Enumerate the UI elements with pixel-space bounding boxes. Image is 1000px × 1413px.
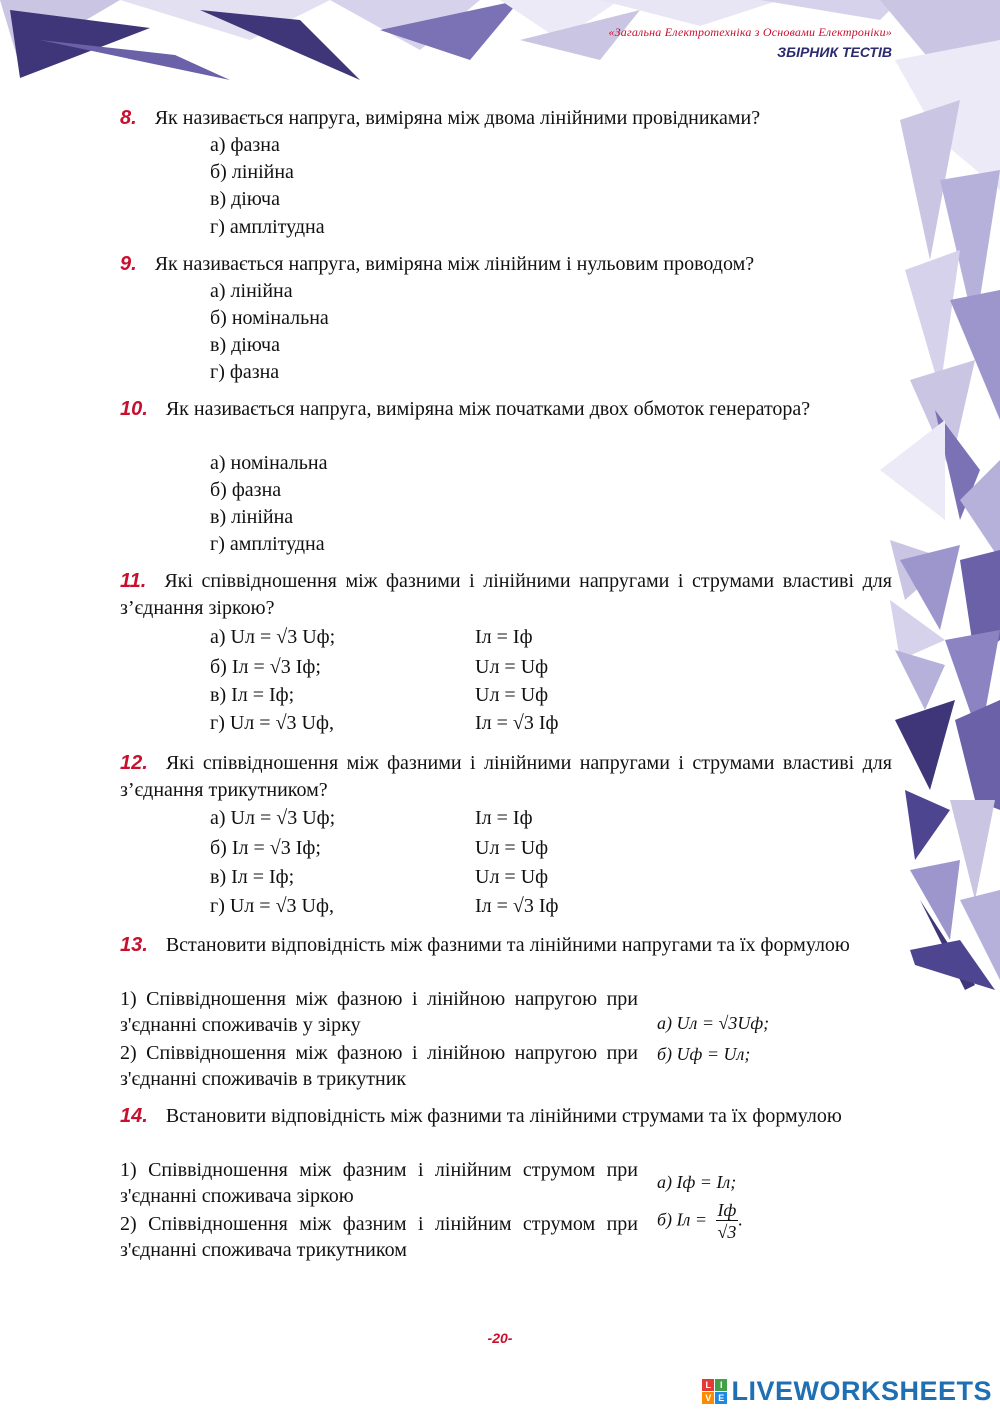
question-10 — [120, 396, 892, 423]
option-right: Uл = Uф — [475, 684, 549, 706]
question-text: Як називається напруга, виміряна між початками двох обмоток генератора? — [165, 398, 811, 420]
option-left: в) Iл = Iф; — [210, 684, 295, 706]
formula: а) Iф = Iл; — [657, 1172, 737, 1192]
option-right: Uл = Uф — [475, 837, 549, 859]
formula-label: б) Iл = — [657, 1209, 708, 1230]
course-title: «Загальна Електротехніка з Основами Електроніки» — [608, 25, 892, 39]
question-text: Як називається напруга, виміряна між двома лінійними провідниками? — [154, 107, 761, 129]
shard — [760, 0, 900, 20]
option-left: а) Uл = √3 Uф; — [210, 626, 336, 648]
question-text: Які співвідношення між фазними і лінійними напругами і струмами властиві для з’єднання трикутником? — [120, 752, 892, 801]
question-9 — [120, 251, 892, 278]
page-number: -20- — [487, 1330, 513, 1346]
watermark-text: LIVEWORKSHEETS — [731, 1375, 992, 1406]
collection-title: ЗБІРНИК ТЕСТІВ — [777, 44, 892, 60]
option-right: Uл = Uф — [475, 656, 549, 678]
formula-period: . — [738, 1209, 743, 1230]
question-number: 12. — [120, 752, 148, 774]
question-11 — [120, 568, 892, 622]
option-right: Uл = Uф — [475, 866, 549, 888]
question-text: Як називається напруга, виміряна між лінійним і нульовим проводом? — [154, 253, 755, 275]
option-left: в) Iл = Iф; — [210, 866, 295, 888]
formula: а) Uл = √3Uф; — [657, 1013, 770, 1033]
option: г) амплітудна — [210, 216, 325, 238]
option-left: г) Uл = √3 Uф, — [210, 895, 334, 917]
fraction — [716, 1200, 739, 1243]
option-left: б) Iл = √3 Iф; — [210, 656, 321, 678]
question-number: 13. — [120, 934, 148, 956]
option: в) діюча — [210, 334, 280, 356]
option: б) фазна — [210, 479, 282, 501]
match-item: 2) Співвідношення між фазним і лінійним струмом при з'єднанні споживача трикутником — [120, 1213, 638, 1261]
question-number: 9. — [120, 253, 137, 275]
match-item: 1) Співвідношення між фазним і лінійним струмом при з'єднанні споживача зіркою — [120, 1159, 638, 1207]
option: г) фазна — [210, 361, 280, 383]
option-right: Iл = √3 Iф — [475, 712, 559, 734]
question-14 — [120, 1103, 892, 1130]
option: а) номінальна — [210, 452, 328, 474]
option-right: Iл = Iф — [475, 807, 533, 829]
option: б) номінальна — [210, 307, 329, 329]
option-left: б) Iл = √3 Iф; — [210, 837, 321, 859]
shard — [905, 790, 950, 860]
shard — [955, 700, 1000, 810]
option-right: Iл = Iф — [475, 626, 533, 648]
option: а) фазна — [210, 134, 280, 156]
liveworksheets-watermark — [702, 1375, 992, 1407]
fraction-numerator: Iф — [717, 1200, 737, 1220]
option: в) діюча — [210, 188, 280, 210]
option-right: Iл = √3 Iф — [475, 895, 559, 917]
option: в) лінійна — [210, 506, 294, 528]
option: а) лінійна — [210, 280, 293, 302]
shard — [880, 420, 945, 520]
question-number: 8. — [120, 107, 137, 129]
question-number: 10. — [120, 398, 148, 420]
match-item: 1) Співвідношення між фазною і лінійною напругою при з'єднанні споживачів у зірку — [120, 988, 638, 1036]
question-8 — [120, 105, 892, 132]
option-left: а) Uл = √3 Uф; — [210, 807, 336, 829]
question-text: Встановити відповідність між фазними та лінійними напругами та їх формулою — [165, 934, 850, 956]
question-13 — [120, 932, 892, 959]
option: г) амплітудна — [210, 533, 325, 555]
liveworksheets-logo-icon: L I V E — [702, 1379, 727, 1404]
fraction-denominator: √3 — [717, 1222, 737, 1242]
shard — [40, 40, 230, 80]
question-12 — [120, 750, 892, 804]
option: б) лінійна — [210, 161, 294, 183]
question-number: 14. — [120, 1105, 148, 1127]
question-text: Які співвідношення між фазними і лінійними напругами і струмами властиві для з’єднання зіркою? — [120, 570, 892, 619]
formula: б) Uф = Uл; — [657, 1044, 751, 1064]
shard — [200, 10, 360, 80]
question-text: Встановити відповідність між фазними та лінійними струмами та їх формулою — [165, 1105, 842, 1127]
shard — [910, 940, 995, 990]
shard — [895, 700, 955, 790]
question-number: 11. — [120, 570, 147, 592]
shard — [10, 10, 150, 78]
option-left: г) Uл = √3 Uф, — [210, 712, 334, 734]
match-item: 2) Співвідношення між фазною і лінійною напругою при з'єднанні споживачів в трикутник — [120, 1042, 638, 1090]
shard — [895, 650, 945, 710]
formula-fraction — [657, 1200, 743, 1243]
